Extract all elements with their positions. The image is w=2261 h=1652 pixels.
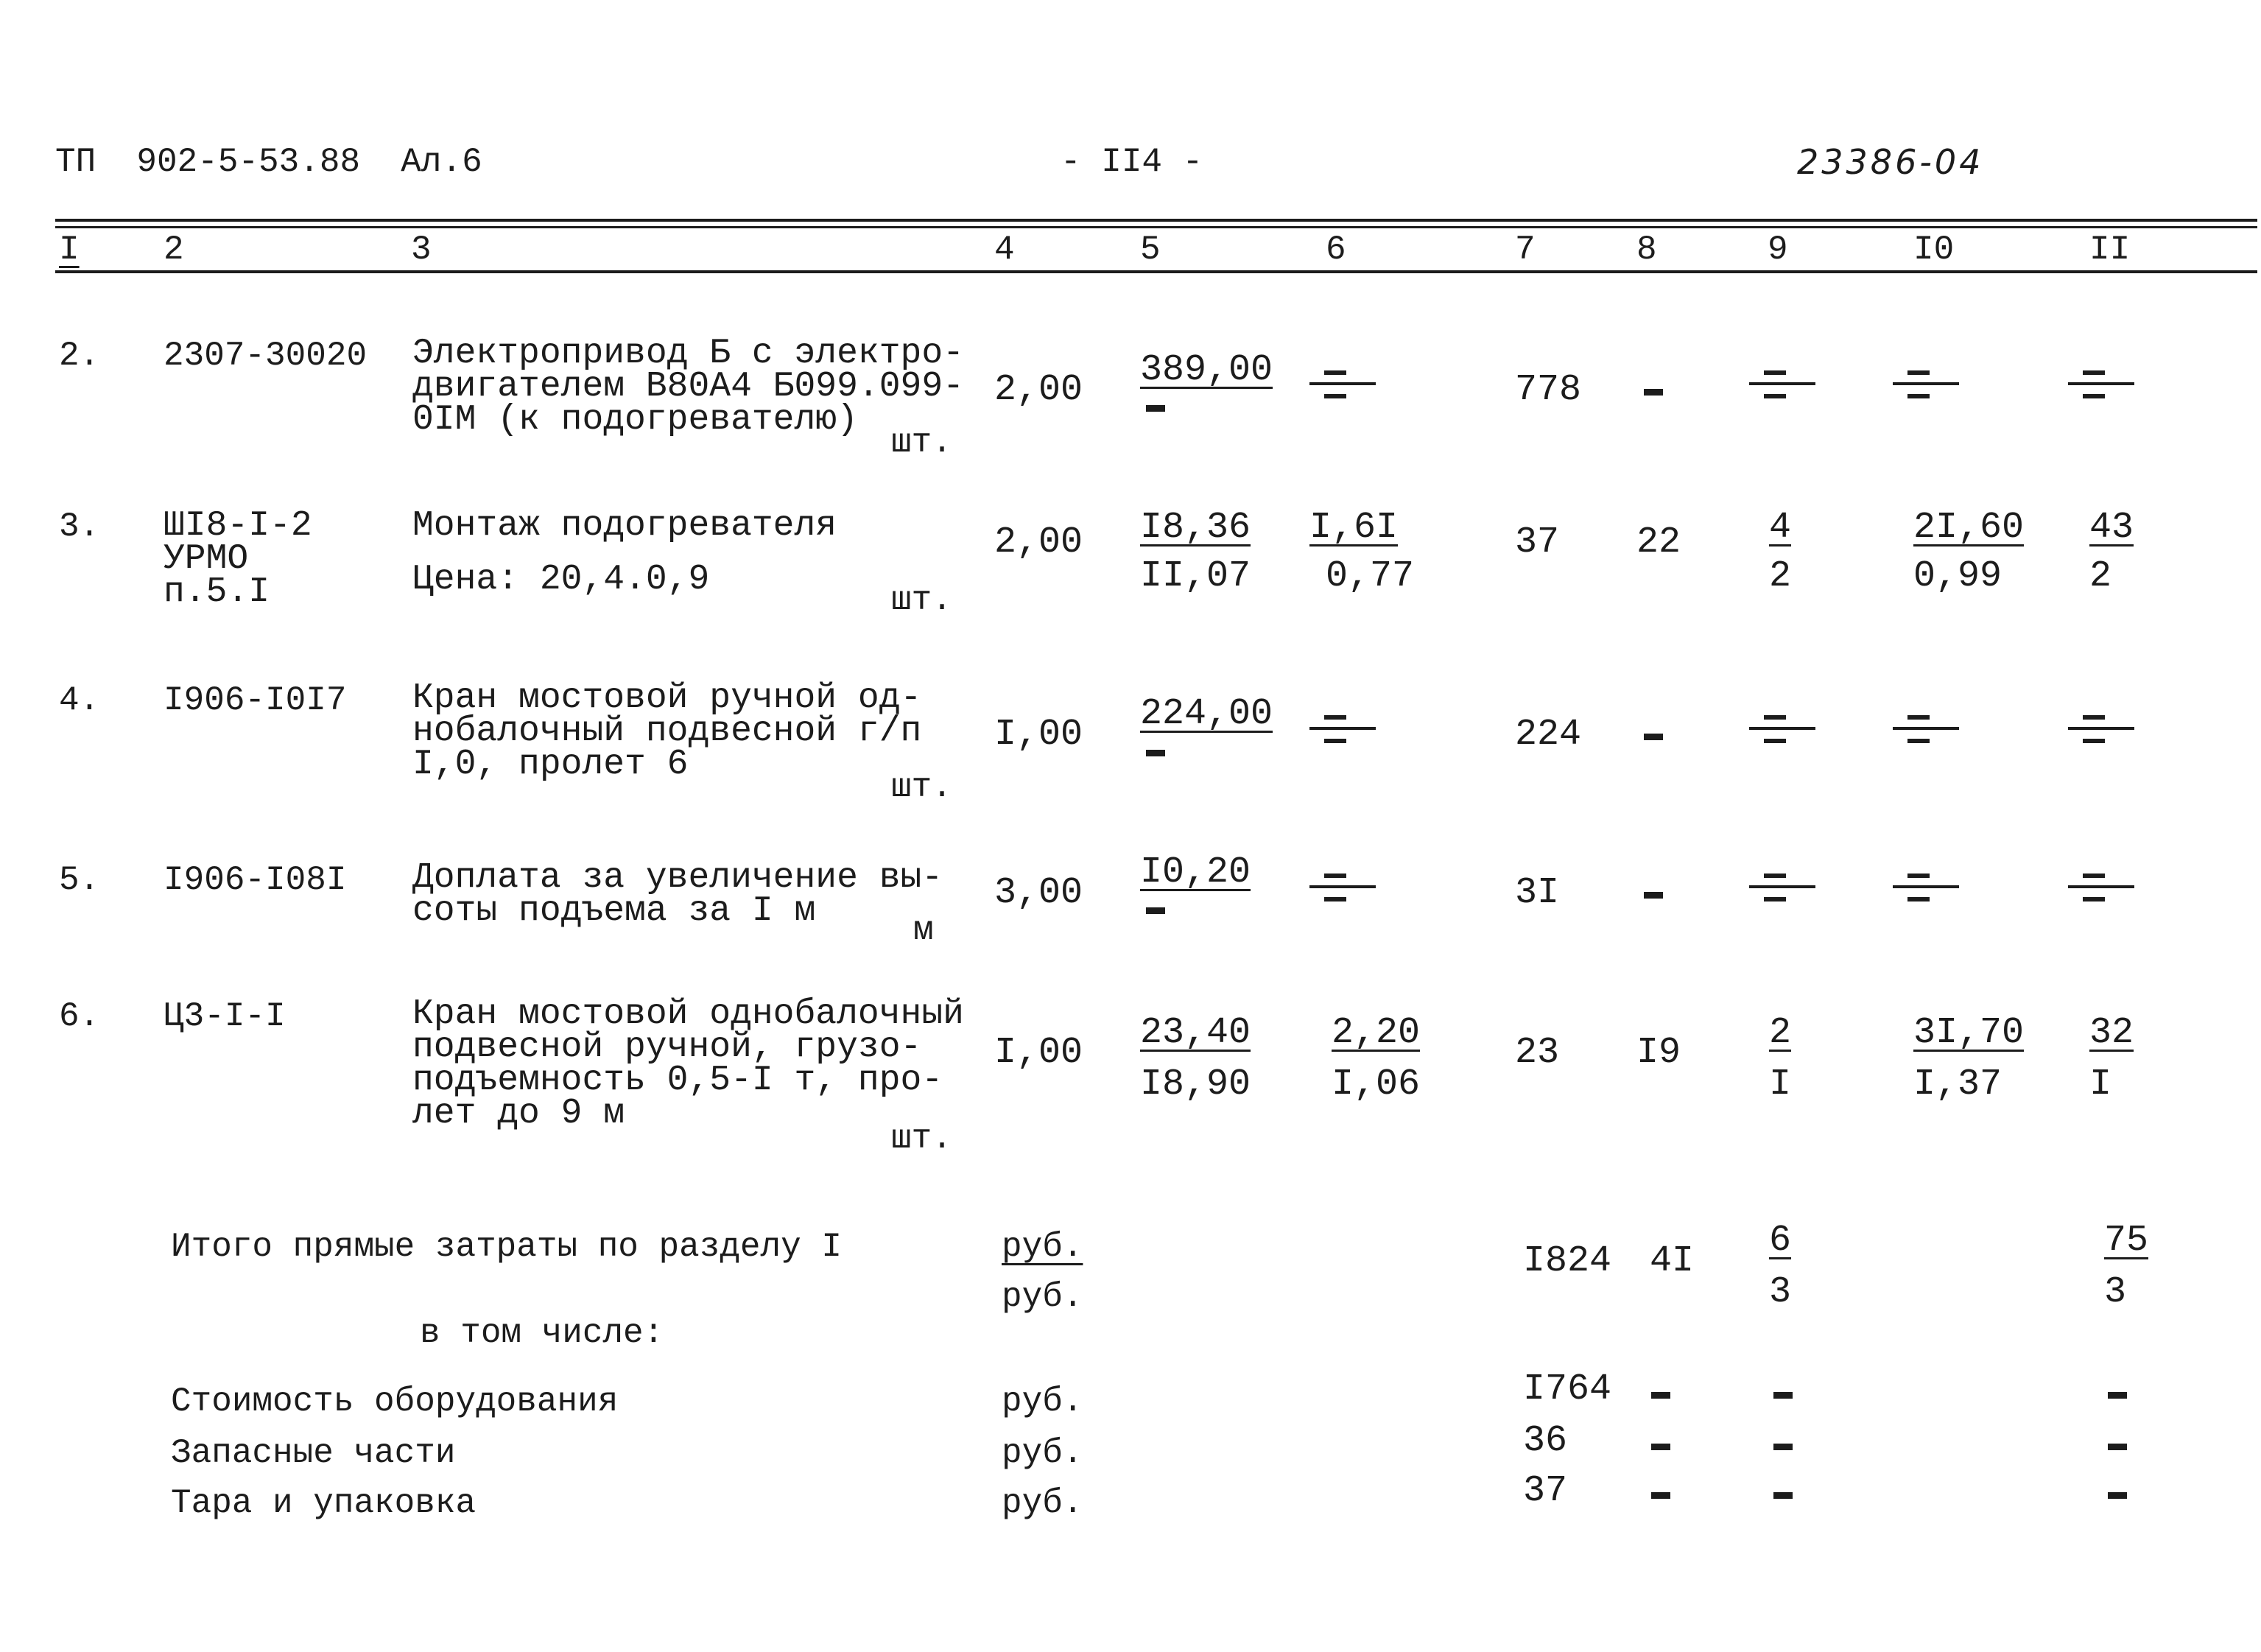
price-code: 2307-30020 bbox=[163, 337, 368, 375]
col-header-1: I bbox=[59, 231, 80, 269]
dash-mark bbox=[1651, 1444, 1670, 1450]
item-name-line: 0IМ (к подогревателю) bbox=[412, 400, 858, 440]
fraction-dash bbox=[1309, 715, 1379, 745]
total-cost: 3I bbox=[1515, 872, 1560, 914]
labor-top: I,6I bbox=[1309, 507, 1399, 549]
row-number: 4. bbox=[59, 681, 100, 720]
col10-bottom: 0,99 bbox=[1913, 555, 2002, 597]
fraction-dash bbox=[2068, 874, 2138, 903]
price-code: Ц3-I-I bbox=[163, 997, 286, 1036]
total-cost: 224 bbox=[1515, 714, 1582, 756]
totals-col11-top: 75 bbox=[2104, 1220, 2149, 1262]
col9-top: 4 bbox=[1769, 507, 1792, 549]
col10-top: 2I,60 bbox=[1913, 507, 2025, 549]
fraction-dash bbox=[1893, 370, 1963, 400]
unit-cost-bottom: I8,90 bbox=[1140, 1064, 1251, 1106]
item-name-line: подвесной ручной, грузо- bbox=[412, 1027, 922, 1067]
fraction-dash bbox=[2068, 370, 2138, 400]
item-name-line: лет до 9 м bbox=[412, 1094, 625, 1133]
totals-label: Итого прямые затраты по разделу I bbox=[171, 1228, 842, 1266]
dash-mark bbox=[1146, 907, 1165, 914]
item-name-line: I,0, пролет 6 bbox=[412, 745, 689, 784]
price-code-line: УРМО bbox=[163, 539, 249, 579]
dash-mark bbox=[1146, 750, 1165, 756]
unit-cost-top: I8,36 bbox=[1140, 507, 1251, 549]
breakdown-unit: руб. bbox=[1002, 1484, 1083, 1522]
col-header-6: 6 bbox=[1326, 231, 1346, 269]
quantity: I,00 bbox=[994, 1032, 1083, 1074]
col11-bottom: 2 bbox=[2089, 555, 2112, 597]
totals-unit-bottom: руб. bbox=[1002, 1278, 1083, 1316]
header-rule-bottom bbox=[55, 270, 2257, 273]
unit: шт. bbox=[891, 768, 952, 806]
price-code-line: ШI8-I-2 bbox=[163, 506, 312, 546]
item-name-line: Электропривод Б с электро- bbox=[412, 334, 964, 373]
col11-top: 32 bbox=[2089, 1012, 2134, 1054]
col9-bottom: I bbox=[1769, 1064, 1792, 1106]
labor-bottom: 0,77 bbox=[1326, 555, 1415, 597]
wages: I9 bbox=[1636, 1032, 1681, 1074]
quantity: 3,00 bbox=[994, 872, 1083, 914]
totals-unit-top: руб. bbox=[1002, 1228, 1083, 1266]
col-header-9: 9 bbox=[1768, 231, 1788, 269]
col-header-2: 2 bbox=[163, 231, 184, 269]
col11-top: 43 bbox=[2089, 507, 2134, 549]
header-rule-double bbox=[55, 226, 2257, 228]
dash-mark bbox=[1651, 1492, 1670, 1499]
item-name-line: подъемность 0,5-I т, про- bbox=[412, 1061, 943, 1100]
col9-bottom: 2 bbox=[1769, 555, 1792, 597]
row-number: 2. bbox=[59, 337, 100, 375]
dash-mark bbox=[1773, 1392, 1793, 1399]
quantity: 2,00 bbox=[994, 521, 1083, 563]
wages: 22 bbox=[1636, 521, 1681, 563]
labor-top: 2,20 bbox=[1332, 1012, 1421, 1054]
totals-col7: I824 bbox=[1523, 1240, 1612, 1282]
breakdown-label: Запасные части bbox=[171, 1434, 456, 1472]
document-code: ТП 902-5-53.88 Ал.6 bbox=[55, 143, 482, 181]
totals-col11-bottom: 3 bbox=[2104, 1271, 2127, 1313]
col-header-10: I0 bbox=[1913, 231, 1955, 269]
unit-cost-top: I0,20 bbox=[1140, 851, 1251, 893]
dash-mark bbox=[1773, 1444, 1793, 1450]
item-name-line: соты подъема за I м bbox=[412, 891, 816, 931]
dash-mark bbox=[1644, 892, 1663, 899]
quantity: 2,00 bbox=[994, 369, 1083, 411]
page-number: - II4 - bbox=[1061, 143, 1203, 181]
breakdown-label: Стоимость оборудования bbox=[171, 1382, 619, 1421]
fraction-dash bbox=[1893, 715, 1963, 745]
col-header-11: II bbox=[2089, 231, 2131, 269]
row-number: 5. bbox=[59, 861, 100, 899]
dash-mark bbox=[2108, 1444, 2127, 1450]
total-cost: 37 bbox=[1515, 521, 1560, 563]
unit-cost-bottom: II,07 bbox=[1140, 555, 1251, 597]
totals-col9-top: 6 bbox=[1769, 1220, 1792, 1262]
item-name-line: Доплата за увеличение вы- bbox=[412, 858, 943, 898]
fraction-dash bbox=[2068, 715, 2138, 745]
col-header-3: 3 bbox=[411, 231, 432, 269]
dash-mark bbox=[1644, 389, 1663, 396]
fraction-dash bbox=[1309, 874, 1379, 903]
item-name-line: нобалочный подвесной г/п bbox=[412, 711, 922, 751]
item-name-line: двигателем В80А4 Б099.099- bbox=[412, 367, 964, 407]
dash-mark bbox=[1651, 1392, 1670, 1399]
breakdown-col7: I764 bbox=[1523, 1368, 1612, 1410]
breakdown-unit: руб. bbox=[1002, 1434, 1083, 1472]
unit-cost-top: 23,40 bbox=[1140, 1012, 1251, 1054]
row-number: 3. bbox=[59, 507, 100, 546]
unit: м bbox=[913, 911, 934, 949]
unit-cost-top: 389,00 bbox=[1140, 349, 1273, 391]
unit: шт. bbox=[891, 423, 952, 462]
col-header-4: 4 bbox=[994, 231, 1015, 269]
col9-top: 2 bbox=[1769, 1012, 1792, 1054]
item-name-line: Кран мостовой однобалочный bbox=[412, 994, 964, 1034]
dash-mark bbox=[1773, 1492, 1793, 1499]
total-cost: 778 bbox=[1515, 369, 1582, 411]
col10-bottom: I,37 bbox=[1913, 1064, 2002, 1106]
fraction-dash bbox=[1893, 874, 1963, 903]
dash-mark bbox=[2108, 1492, 2127, 1499]
unit: шт. bbox=[891, 581, 952, 619]
price-code: I906-I08I bbox=[163, 861, 347, 899]
totals-col9-bottom: 3 bbox=[1769, 1271, 1792, 1313]
labor-bottom: I,06 bbox=[1332, 1064, 1421, 1106]
col11-bottom: I bbox=[2089, 1064, 2112, 1106]
header-rule-top bbox=[55, 219, 2257, 222]
fraction-dash bbox=[1749, 874, 1819, 903]
item-name-line: Цена: 20,4.0,9 bbox=[412, 560, 710, 600]
breakdown-col7: 36 bbox=[1523, 1420, 1568, 1462]
item-name-line: Кран мостовой ручной од- bbox=[412, 678, 922, 718]
unit: шт. bbox=[891, 1120, 952, 1158]
totals-col8: 4I bbox=[1650, 1240, 1695, 1282]
handwritten-stamp: 23386-04 bbox=[1797, 142, 1984, 182]
fraction-dash bbox=[1309, 370, 1379, 400]
fraction-dash bbox=[1749, 370, 1819, 400]
breakdown-unit: руб. bbox=[1002, 1382, 1083, 1421]
col-header-5: 5 bbox=[1140, 231, 1161, 269]
dash-mark bbox=[1146, 405, 1165, 412]
price-code-line: п.5.I bbox=[163, 572, 270, 612]
fraction-dash bbox=[1749, 715, 1819, 745]
item-name-line: Монтаж подогревателя bbox=[412, 506, 837, 546]
col10-top: 3I,70 bbox=[1913, 1012, 2025, 1054]
dash-mark bbox=[1644, 734, 1663, 740]
col-header-7: 7 bbox=[1515, 231, 1536, 269]
row-number: 6. bbox=[59, 997, 100, 1036]
quantity: I,00 bbox=[994, 714, 1083, 756]
breakdown-label: Тара и упаковка bbox=[171, 1484, 477, 1522]
price-code: I906-I0I7 bbox=[163, 681, 347, 720]
col-header-8: 8 bbox=[1636, 231, 1657, 269]
unit-cost-top: 224,00 bbox=[1140, 693, 1273, 735]
total-cost: 23 bbox=[1515, 1032, 1560, 1074]
including-label: в том числе: bbox=[420, 1314, 664, 1352]
breakdown-col7: 37 bbox=[1523, 1470, 1568, 1512]
dash-mark bbox=[2108, 1392, 2127, 1399]
